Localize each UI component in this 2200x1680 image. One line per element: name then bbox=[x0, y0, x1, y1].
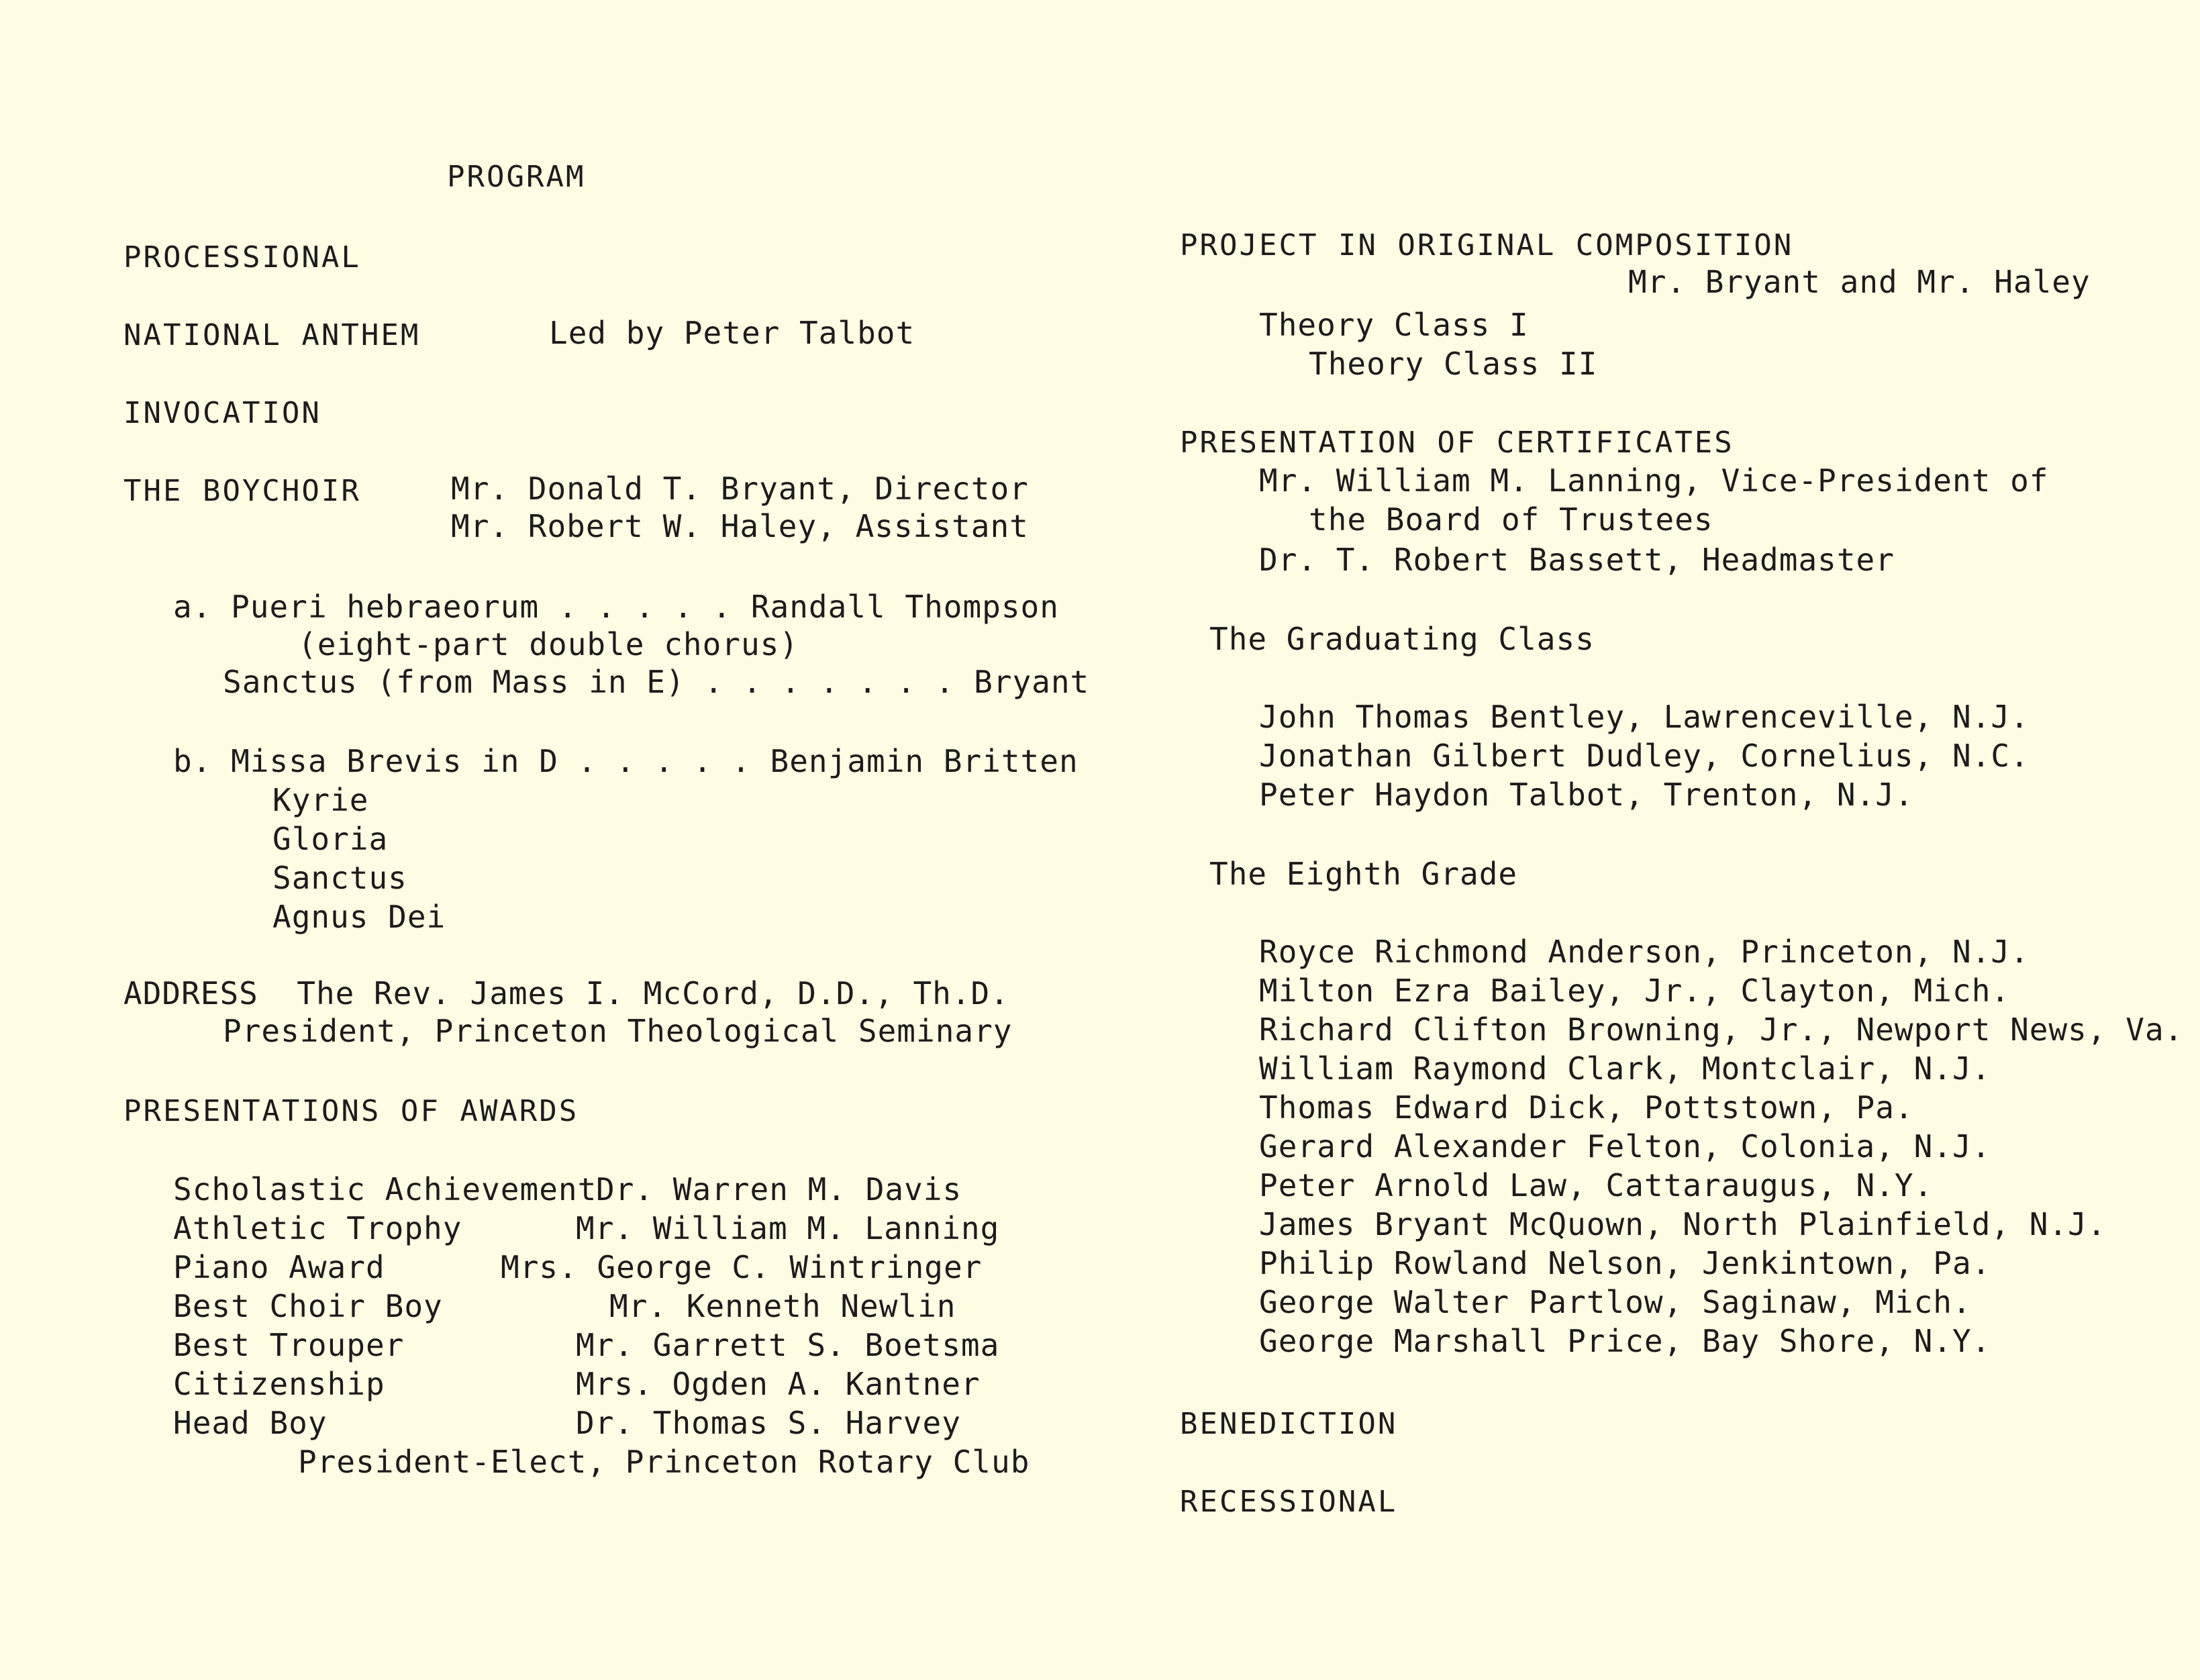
eighth-grade-name: Richard Clifton Browning, Jr., Newport News, Va. bbox=[1259, 1011, 2184, 1048]
anthem-heading: NATIONAL ANTHEM bbox=[123, 318, 421, 352]
award-name: Best Trouper bbox=[173, 1327, 405, 1363]
invocation-heading: INVOCATION bbox=[123, 396, 321, 430]
award-presenter: Mrs. Ogden A. Kantner bbox=[576, 1366, 981, 1402]
eighth-grade-name: George Walter Partlow, Saginaw, Mich. bbox=[1259, 1284, 1972, 1320]
award-presenter-title: President-Elect, Princeton Rotary Club bbox=[298, 1444, 1030, 1480]
award-name: Head Boy bbox=[173, 1405, 328, 1441]
movement-item: Kyrie bbox=[272, 782, 369, 818]
composition-heading: PROJECT IN ORIGINAL COMPOSITION bbox=[1180, 228, 1794, 262]
choir-piece-b: b. Missa Brevis in D . . . . . Benjamin Britten bbox=[173, 743, 1079, 779]
boychoir-heading: THE BOYCHOIR bbox=[123, 474, 361, 508]
award-name: Piano Award bbox=[173, 1249, 385, 1285]
eighth-grade-name: James Bryant McQuown, North Plainfield, N.J. bbox=[1259, 1206, 2107, 1242]
eighth-grade-name: Milton Ezra Bailey, Jr., Clayton, Mich. bbox=[1259, 973, 2011, 1009]
awards-heading: PRESENTATIONS OF AWARDS bbox=[123, 1094, 579, 1128]
award-presenter: Mr. Kenneth Newlin bbox=[609, 1288, 956, 1324]
award-presenter: Mr. William M. Lanning bbox=[576, 1210, 1000, 1246]
graduate-name: Jonathan Gilbert Dudley, Cornelius, N.C. bbox=[1259, 738, 2030, 774]
movement-item: Sanctus bbox=[272, 860, 407, 896]
eighth-grade-name: William Raymond Clark, Montclair, N.J. bbox=[1259, 1050, 1991, 1087]
eighth-grade-name: Philip Rowland Nelson, Jenkintown, Pa. bbox=[1259, 1245, 1991, 1281]
award-presenter: Dr. Warren M. Davis bbox=[596, 1171, 962, 1207]
award-name: Best Choir Boy bbox=[173, 1288, 443, 1324]
eighth-grade-name: Gerard Alexander Felton, Colonia, N.J. bbox=[1259, 1128, 1991, 1165]
certificates-presenter-title: the Board of Trustees bbox=[1309, 501, 1713, 538]
program-title: PROGRAM bbox=[447, 160, 586, 194]
boychoir-assistant: Mr. Robert W. Haley, Assistant bbox=[451, 508, 1029, 544]
certificates-heading: PRESENTATION OF CERTIFICATES bbox=[1180, 426, 1734, 460]
eighth-grade-name: Royce Richmond Anderson, Princeton, N.J. bbox=[1259, 934, 2030, 970]
award-presenter: Mr. Garrett S. Boetsma bbox=[576, 1327, 1000, 1363]
award-name: Citizenship bbox=[173, 1366, 385, 1402]
award-name: Scholastic Achievement bbox=[173, 1171, 597, 1207]
graduate-name: Peter Haydon Talbot, Trenton, N.J. bbox=[1259, 777, 1914, 813]
award-presenter: Mrs. George C. Wintringer bbox=[501, 1249, 983, 1285]
benediction-heading: BENEDICTION bbox=[1180, 1407, 1398, 1441]
certificates-headmaster: Dr. T. Robert Bassett, Headmaster bbox=[1259, 542, 1895, 578]
anthem-leader: Led by Peter Talbot bbox=[549, 315, 915, 351]
choir-piece-a: a. Pueri hebraeorum . . . . . Randall Thompson bbox=[173, 589, 1059, 625]
graduating-class-heading: The Graduating Class bbox=[1209, 621, 1595, 657]
recessional-heading: RECESSIONAL bbox=[1180, 1485, 1398, 1519]
composition-presenters: Mr. Bryant and Mr. Haley bbox=[1628, 264, 2091, 300]
eighth-grade-heading: The Eighth Grade bbox=[1209, 856, 1518, 892]
address-line: ADDRESS The Rev. James I. McCord, D.D., Th.D. bbox=[123, 975, 1009, 1011]
movement-item: Agnus Dei bbox=[272, 899, 446, 935]
award-name: Athletic Trophy bbox=[173, 1210, 462, 1246]
graduate-name: John Thomas Bentley, Lawrenceville, N.J. bbox=[1259, 699, 2030, 735]
award-presenter: Dr. Thomas S. Harvey bbox=[576, 1405, 961, 1441]
boychoir-director: Mr. Donald T. Bryant, Director bbox=[451, 471, 1029, 507]
theory-class-1: Theory Class I bbox=[1259, 307, 1529, 343]
choir-piece-a-note: (eight-part double chorus) bbox=[298, 626, 799, 662]
theory-class-2: Theory Class II bbox=[1309, 346, 1598, 382]
eighth-grade-name: Thomas Edward Dick, Pottstown, Pa. bbox=[1259, 1089, 1914, 1126]
eighth-grade-name: George Marshall Price, Bay Shore, N.Y. bbox=[1259, 1323, 1991, 1359]
certificates-presenter: Mr. William M. Lanning, Vice-President of bbox=[1259, 462, 2049, 499]
address-title: President, Princeton Theological Seminary bbox=[223, 1013, 1013, 1049]
choir-piece-sanctus: Sanctus (from Mass in E) . . . . . . . Bryant bbox=[223, 664, 1090, 700]
processional-heading: PROCESSIONAL bbox=[123, 240, 361, 275]
movement-item: Gloria bbox=[272, 821, 389, 857]
eighth-grade-name: Peter Arnold Law, Cattaraugus, N.Y. bbox=[1259, 1167, 1934, 1203]
